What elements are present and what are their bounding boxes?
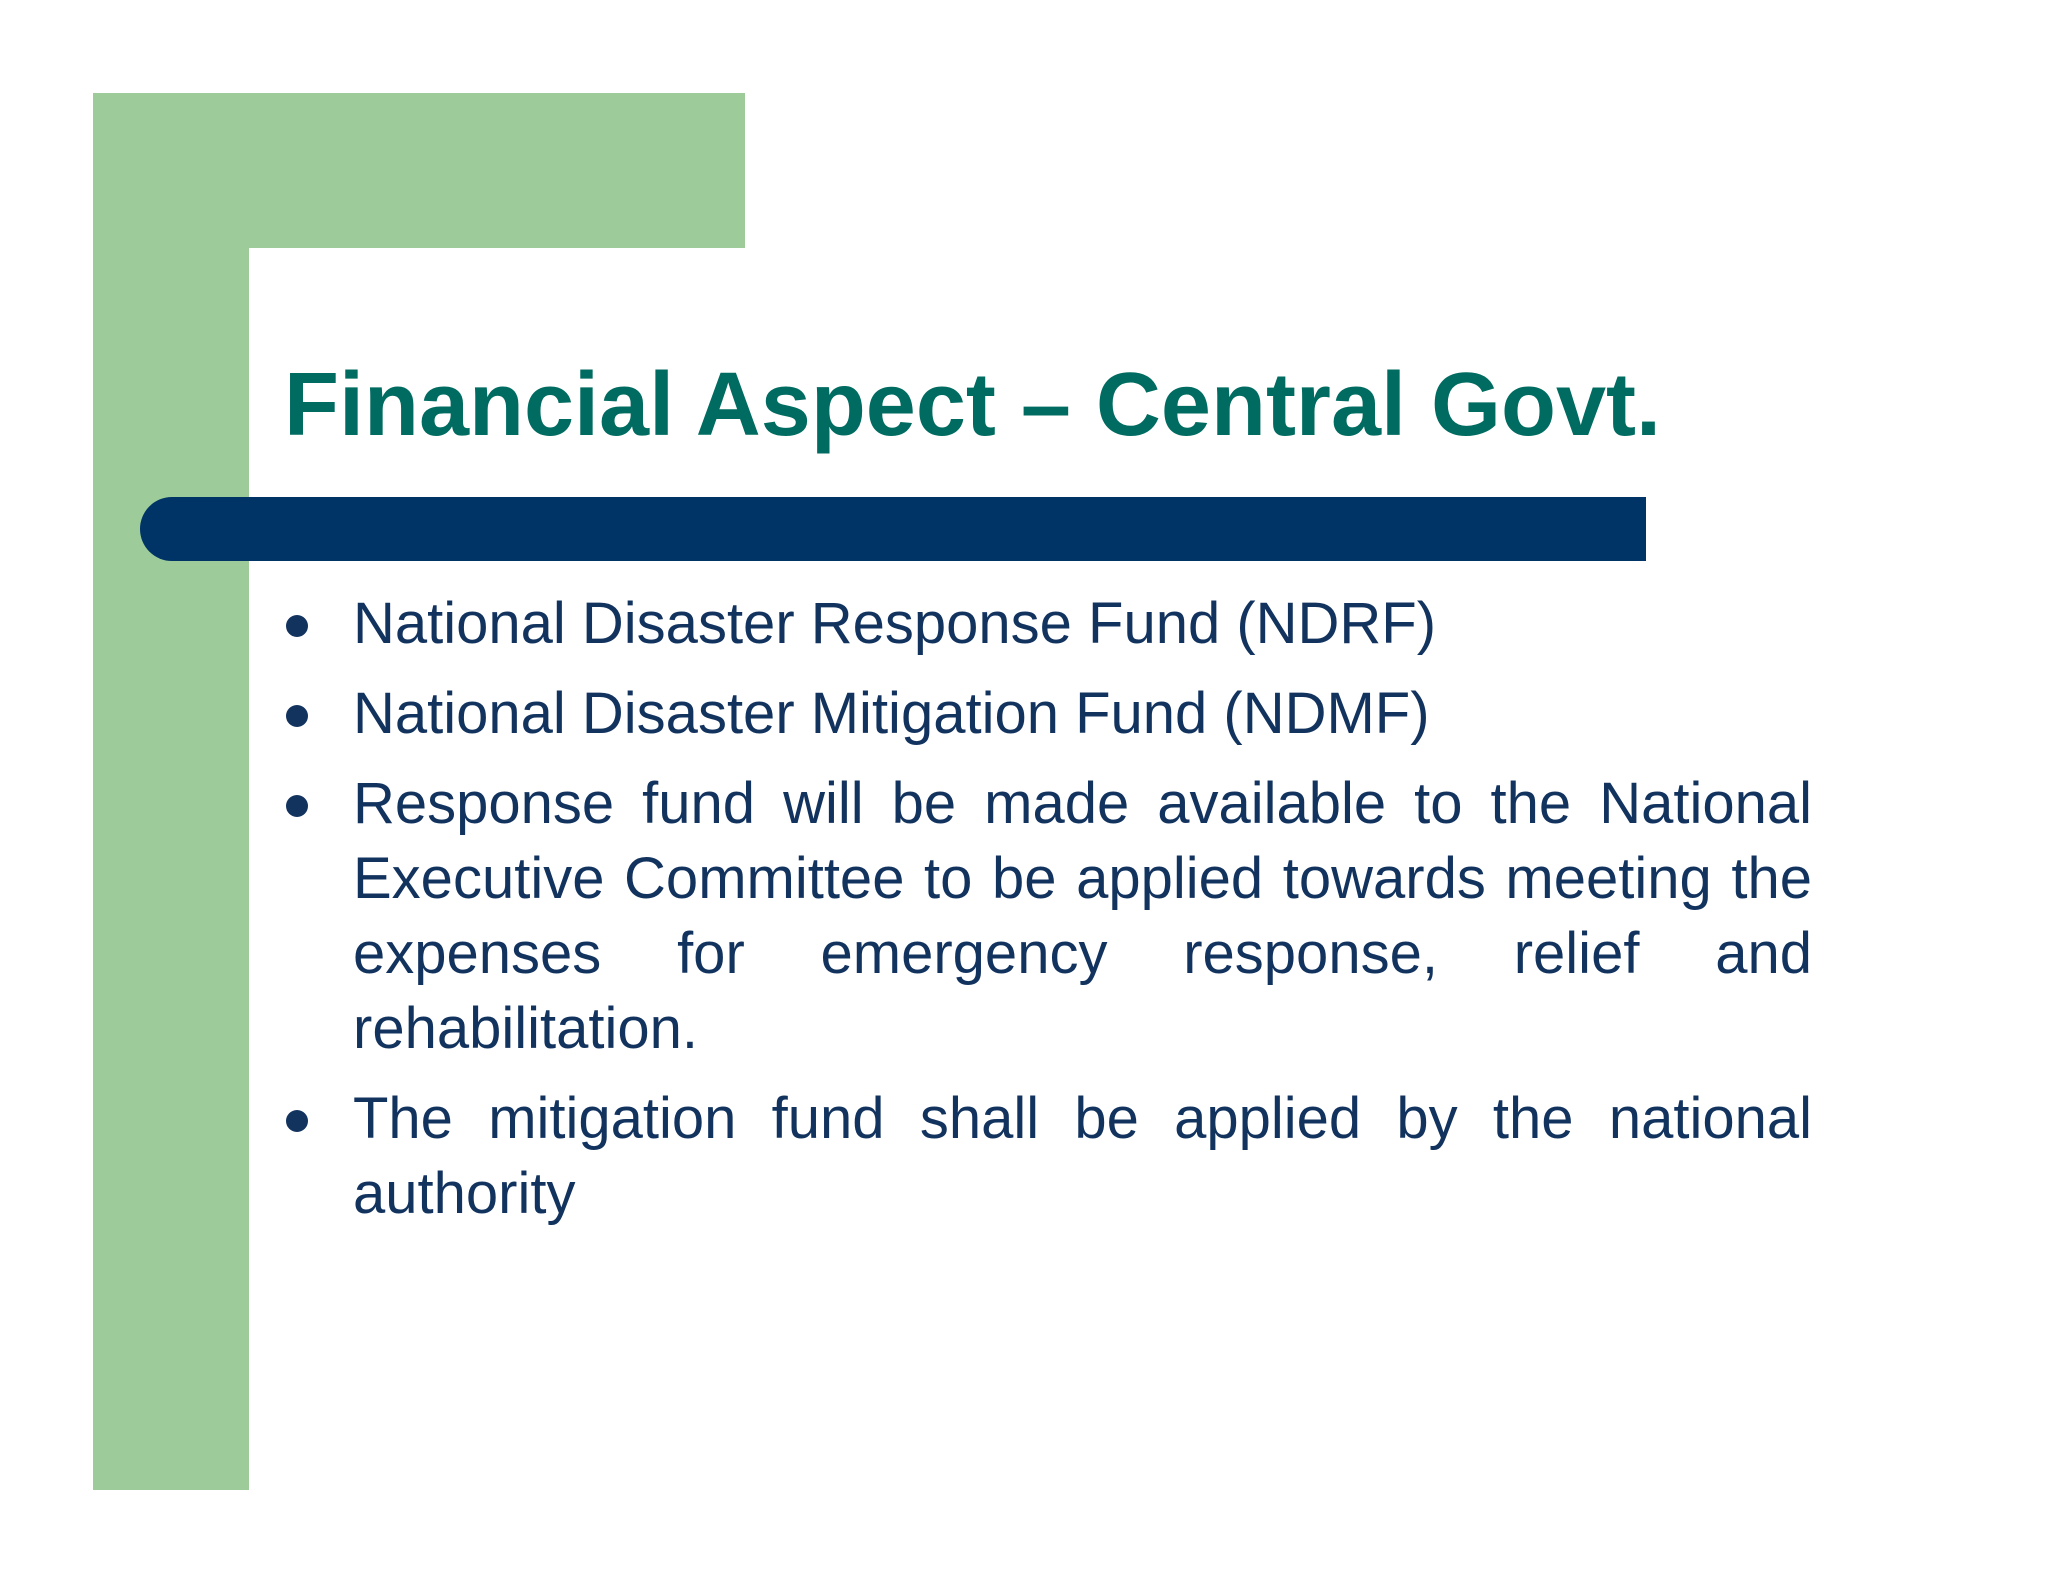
slide-title: Financial Aspect – Central Govt. — [284, 355, 1662, 455]
green-top-accent — [93, 93, 745, 248]
bullet-dot-icon — [286, 705, 308, 727]
bullet-text: The mitigation fund shall be applied by the national authority — [353, 1086, 1812, 1226]
list-item — [284, 586, 1812, 661]
list-item — [284, 1081, 1812, 1231]
bullet-list — [284, 586, 1812, 1246]
green-vertical-accent — [93, 93, 249, 1490]
bullet-dot-icon — [286, 615, 308, 637]
bullet-dot-icon — [286, 795, 308, 817]
list-item — [284, 766, 1812, 1066]
bullet-text: Response fund will be made available to the National Executive Committee to be applied towards meeting the expenses for emergency response, relief and rehabilitation. — [353, 771, 1812, 1061]
bullet-text: National Disaster Response Fund (NDRF) — [353, 591, 1437, 656]
bullet-dot-icon — [286, 1110, 308, 1132]
bullet-text: National Disaster Mitigation Fund (NDMF) — [353, 681, 1430, 746]
title-underline-bar — [140, 497, 1646, 561]
list-item — [284, 676, 1812, 751]
